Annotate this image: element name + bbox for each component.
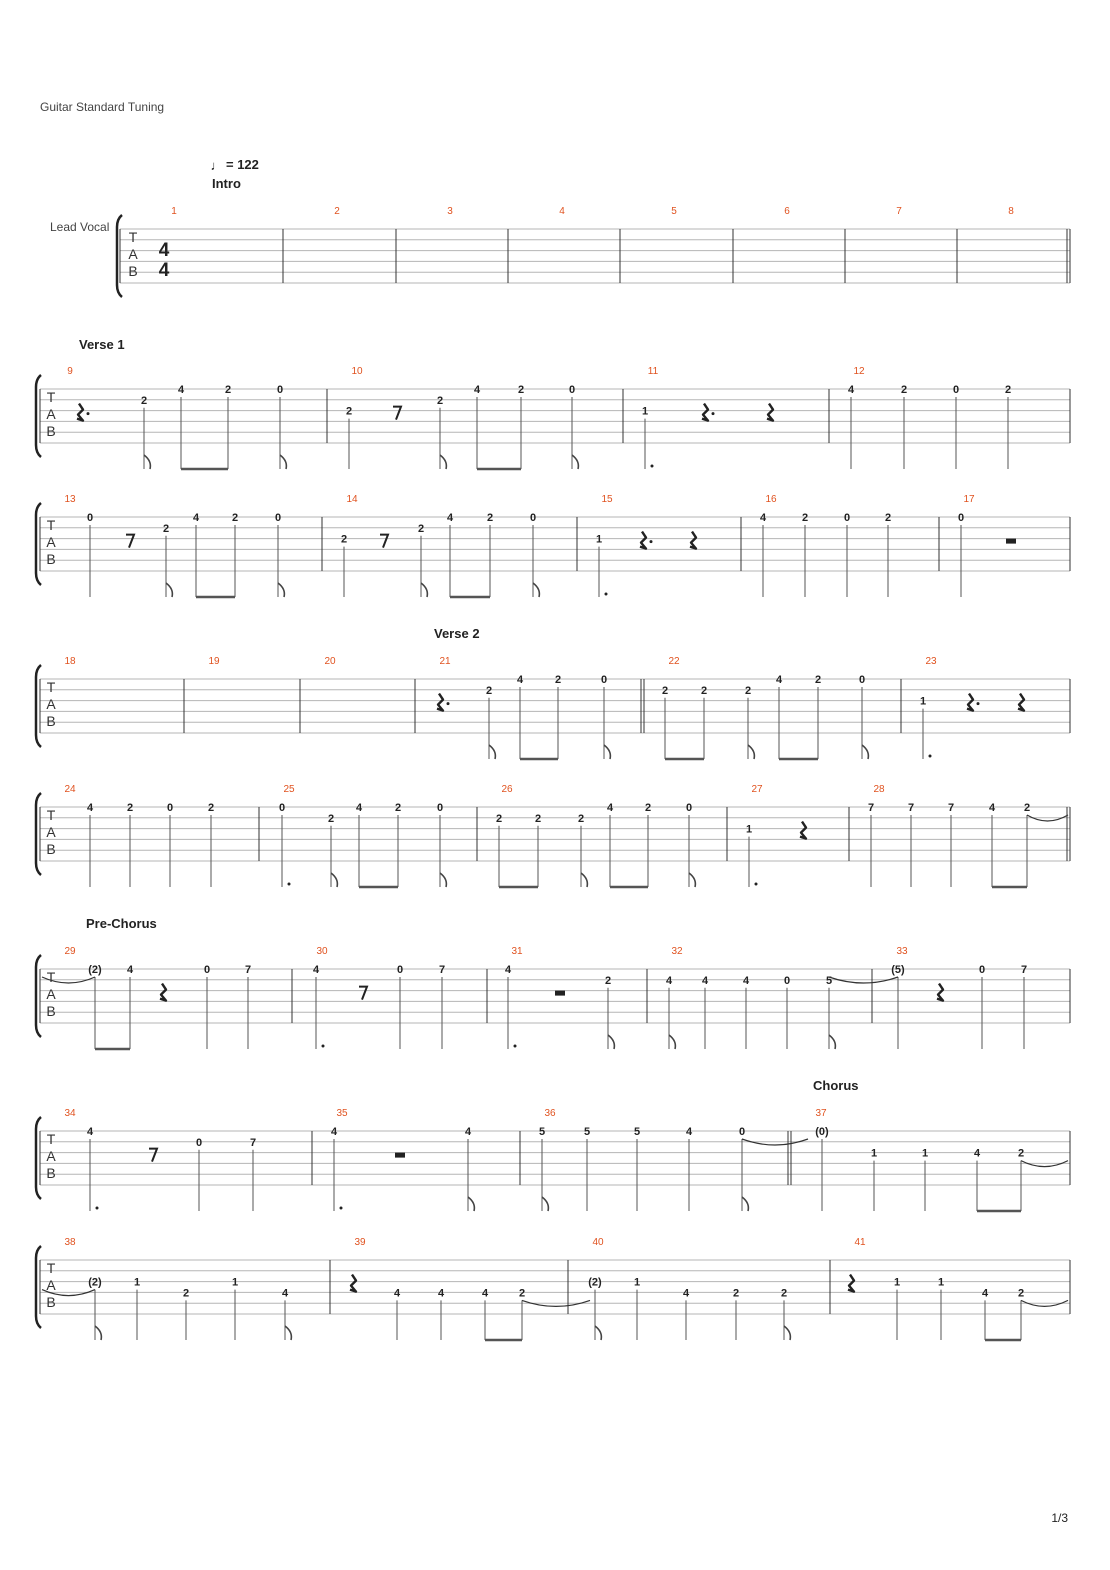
eighth-flag: [829, 1035, 835, 1049]
fret-number: 1: [595, 533, 603, 546]
tab-system: [36, 656, 1070, 747]
fret-number: 0: [203, 964, 211, 976]
fret-number: 7: [947, 802, 955, 814]
section-label: Chorus: [813, 1078, 859, 1093]
fret-number: 0: [858, 674, 866, 686]
bar-number: 1: [171, 206, 177, 217]
fret-number: 4: [393, 1287, 401, 1300]
eighth-flag: [489, 745, 495, 759]
fret-number: 2: [518, 1287, 526, 1300]
eighth-flag: [440, 873, 446, 887]
fret-number: 2: [554, 674, 562, 686]
fret-number: 4: [355, 802, 363, 814]
fret-number: 0: [978, 964, 986, 976]
tab-letter: B: [46, 1003, 56, 1019]
fret-number: 4: [759, 512, 767, 524]
eighth-flag: [604, 745, 610, 759]
time-signature-bottom: 4: [158, 260, 170, 281]
fret-number: 2: [485, 684, 493, 697]
bar-number: 33: [896, 946, 908, 957]
tab-system: [36, 1108, 1070, 1199]
note-dot: [605, 593, 608, 596]
bar-number: 8: [1008, 206, 1014, 217]
tab-letter: A: [46, 986, 56, 1002]
half-rest: [1006, 539, 1016, 544]
bar-number: 19: [208, 656, 220, 667]
bar-number: 31: [511, 946, 523, 957]
bar-number: 30: [316, 946, 328, 957]
eighth-flag: [278, 583, 284, 597]
quarter-rest: [767, 404, 773, 421]
fret-number: 2: [495, 812, 503, 825]
fret-number: (0): [815, 1126, 829, 1138]
fret-number: 7: [867, 802, 875, 814]
bar-number: 14: [346, 494, 358, 505]
fret-number: 2: [814, 674, 822, 686]
fret-number: 1: [745, 823, 753, 836]
fret-number: (2): [88, 1276, 102, 1289]
tab-letter: T: [46, 969, 56, 985]
tab-letter: T: [46, 1260, 56, 1276]
tab-letter: T: [46, 807, 56, 823]
bar-number: 36: [544, 1108, 556, 1119]
fret-number: 0: [738, 1126, 746, 1138]
fret-number: 4: [685, 1126, 693, 1138]
bar-number: 26: [501, 784, 513, 795]
fret-number: 1: [133, 1276, 141, 1289]
quarter-rest: [690, 532, 696, 549]
fret-number: 0: [685, 802, 693, 814]
tab-letter: B: [46, 423, 56, 439]
eighth-flag: [421, 583, 427, 597]
fret-number: 4: [330, 1126, 338, 1138]
tab-system: [36, 1237, 1070, 1328]
fret-number: 4: [973, 1147, 981, 1160]
eighth-rest: [393, 407, 401, 420]
fret-number: 4: [775, 674, 783, 686]
fret-number: 0: [568, 384, 576, 396]
tab-letter: A: [46, 824, 56, 840]
eighth-flag: [542, 1197, 548, 1211]
fret-number: 2: [126, 802, 134, 814]
bar-number: 25: [283, 784, 295, 795]
fret-number: 2: [394, 802, 402, 814]
time-signature-top: 4: [158, 240, 170, 261]
half-rest: [395, 1153, 405, 1158]
fret-number: 0: [783, 974, 791, 987]
note-dot: [651, 465, 654, 468]
tab-system: [117, 206, 1070, 297]
tab-letter: A: [46, 1148, 56, 1164]
fret-number: 1: [893, 1276, 901, 1289]
quarter-rest: [1018, 694, 1024, 711]
fret-number: 1: [921, 1147, 929, 1160]
fret-number: 5: [538, 1126, 546, 1138]
fret-number: 0: [396, 964, 404, 976]
eighth-flag: [748, 745, 754, 759]
fret-number: 4: [665, 974, 673, 987]
eighth-flag: [669, 1035, 675, 1049]
eighth-flag: [144, 455, 150, 469]
bar-number: 34: [64, 1108, 76, 1119]
note-dot: [929, 755, 932, 758]
quarter-rest: [640, 532, 646, 549]
bar-number: 24: [64, 784, 76, 795]
fret-number: 4: [481, 1287, 489, 1300]
bar-number: 29: [64, 946, 76, 957]
fret-number: 4: [312, 964, 320, 976]
fret-number: 4: [473, 384, 481, 396]
fret-number: 2: [327, 812, 335, 825]
quarter-rest: [437, 694, 443, 711]
tuning-label: Guitar Standard Tuning: [40, 100, 165, 114]
bar-number: 22: [668, 656, 680, 667]
fret-number: 2: [417, 522, 425, 535]
tab-letter: A: [46, 1277, 56, 1293]
fret-number: 4: [981, 1287, 989, 1300]
fret-number: 0: [957, 512, 965, 524]
fret-number: 4: [701, 974, 709, 987]
fret-number: 2: [577, 812, 585, 825]
fret-number: 2: [534, 812, 542, 825]
tab-letter: B: [128, 263, 138, 279]
tab-letter: B: [46, 713, 56, 729]
bar-number: 6: [784, 206, 790, 217]
section-label: Intro: [212, 176, 241, 191]
page-number: 1/3: [1051, 1511, 1068, 1525]
tab-letter: B: [46, 1294, 56, 1310]
bar-number: 32: [671, 946, 683, 957]
bar-number: 15: [601, 494, 613, 505]
eighth-flag: [440, 455, 446, 469]
bar-number: 16: [765, 494, 777, 505]
fret-number: 0: [274, 512, 282, 524]
eighth-flag: [572, 455, 578, 469]
quarter-rest: [77, 404, 83, 421]
bar-number: 9: [67, 366, 73, 377]
fret-number: 4: [126, 964, 134, 976]
bar-number: 2: [334, 206, 340, 217]
eighth-flag: [689, 873, 695, 887]
fret-number: 4: [847, 384, 855, 396]
fret-number: 7: [249, 1136, 257, 1149]
fret-number: 1: [937, 1276, 945, 1289]
fret-number: 4: [988, 802, 996, 814]
fret-number: 2: [732, 1287, 740, 1300]
bar-number: 17: [963, 494, 975, 505]
eighth-flag: [166, 583, 172, 597]
eighth-flag: [533, 583, 539, 597]
bar-number: 39: [354, 1237, 366, 1248]
bar-number: 35: [336, 1108, 348, 1119]
fret-number: 0: [600, 674, 608, 686]
section-label: Verse 2: [434, 626, 480, 641]
eighth-rest: [380, 535, 388, 548]
fret-number: 7: [244, 964, 252, 976]
fret-number: 7: [907, 802, 915, 814]
fret-number: 4: [192, 512, 200, 524]
fret-number: 0: [529, 512, 537, 524]
eighth-rest: [126, 535, 134, 548]
note-dot: [755, 883, 758, 886]
tab-letter: T: [46, 517, 56, 533]
quarter-rest: [937, 984, 943, 1001]
eighth-rest: [149, 1149, 157, 1162]
bar-number: 37: [815, 1108, 827, 1119]
fret-number: 0: [278, 802, 286, 814]
eighth-flag: [331, 873, 337, 887]
fret-number: 2: [644, 802, 652, 814]
fret-number: 1: [641, 405, 649, 418]
tab-letter: T: [46, 389, 56, 405]
fret-number: 4: [86, 1126, 94, 1138]
note-dot: [340, 1207, 343, 1210]
fret-number: 2: [182, 1287, 190, 1300]
fret-number: 7: [1020, 964, 1028, 976]
tab-system: [36, 494, 1070, 585]
tab-letter: A: [128, 246, 138, 262]
fret-number: 4: [682, 1287, 690, 1300]
tempo-marking: = 122: [226, 157, 259, 172]
fret-number: 2: [231, 512, 239, 524]
fret-number: 4: [86, 802, 94, 814]
fret-number: 4: [504, 964, 512, 976]
bar-number: 20: [324, 656, 336, 667]
fret-number: 5: [633, 1126, 641, 1138]
fret-number: 4: [464, 1126, 472, 1138]
rest-dot: [977, 702, 980, 705]
fret-number: 1: [870, 1147, 878, 1160]
fret-number: 0: [166, 802, 174, 814]
fret-number: 1: [231, 1276, 239, 1289]
fret-number: 0: [952, 384, 960, 396]
tab-letter: B: [46, 841, 56, 857]
fret-number: (2): [88, 964, 102, 976]
rest-dot: [87, 412, 90, 415]
eighth-flag: [608, 1035, 614, 1049]
eighth-flag: [280, 455, 286, 469]
fret-number: 2: [1023, 802, 1031, 814]
bar-number: 11: [647, 366, 659, 377]
tab-letter: T: [128, 229, 138, 245]
fret-number: 5: [825, 974, 833, 987]
tab-letter: T: [46, 679, 56, 695]
bar-number: 21: [439, 656, 451, 667]
fret-number: 2: [486, 512, 494, 524]
bar-number: 10: [351, 366, 363, 377]
bar-number: 3: [447, 206, 453, 217]
eighth-flag: [468, 1197, 474, 1211]
fret-number: 2: [604, 974, 612, 987]
fret-number: 0: [436, 802, 444, 814]
note-dot: [322, 1045, 325, 1048]
note-dot: [96, 1207, 99, 1210]
bar-number: 7: [896, 206, 902, 217]
fret-number: 5: [583, 1126, 591, 1138]
eighth-flag: [862, 745, 868, 759]
fret-number: 2: [162, 522, 170, 535]
tab-letter: B: [46, 1165, 56, 1181]
bar-number: 38: [64, 1237, 76, 1248]
fret-number: 2: [1017, 1147, 1025, 1160]
fret-number: 2: [801, 512, 809, 524]
fret-number: 2: [744, 684, 752, 697]
eighth-rest: [359, 987, 367, 1000]
tab-system: [36, 366, 1070, 457]
fret-number: 2: [340, 533, 348, 546]
bar-number: 12: [853, 366, 865, 377]
eighth-flag: [784, 1326, 790, 1340]
fret-number: 2: [207, 802, 215, 814]
bar-number: 23: [925, 656, 937, 667]
tab-letter: A: [46, 406, 56, 422]
track-name: Lead Vocal: [50, 220, 110, 234]
fret-number: 2: [900, 384, 908, 396]
bar-number: 4: [559, 206, 565, 217]
fret-number: 2: [1017, 1287, 1025, 1300]
quarter-rest: [848, 1275, 854, 1292]
bar-number: 41: [854, 1237, 866, 1248]
fret-number: 2: [517, 384, 525, 396]
fret-number: (5): [891, 964, 905, 976]
section-label: Pre-Chorus: [86, 916, 157, 931]
fret-number: 4: [606, 802, 614, 814]
fret-number: 2: [700, 684, 708, 697]
fret-number: 0: [86, 512, 94, 524]
bar-number: 5: [671, 206, 677, 217]
fret-number: (2): [588, 1276, 602, 1289]
fret-number: 1: [919, 695, 927, 708]
eighth-flag: [595, 1326, 601, 1340]
tab-system: [36, 946, 1070, 1037]
fret-number: 0: [843, 512, 851, 524]
rest-dot: [712, 412, 715, 415]
fret-number: 4: [516, 674, 524, 686]
fret-number: 2: [1004, 384, 1012, 396]
bar-number: 40: [592, 1237, 604, 1248]
fret-number: 2: [224, 384, 232, 396]
rest-dot: [650, 540, 653, 543]
bar-number: 28: [873, 784, 885, 795]
fret-number: 2: [884, 512, 892, 524]
fret-number: 2: [436, 394, 444, 407]
fret-number: 0: [195, 1136, 203, 1149]
rest-dot: [447, 702, 450, 705]
half-rest: [555, 991, 565, 996]
fret-number: 4: [742, 974, 750, 987]
eighth-flag: [95, 1326, 101, 1340]
note-dot: [514, 1045, 517, 1048]
eighth-flag: [285, 1326, 291, 1340]
bar-number: 27: [751, 784, 763, 795]
fret-number: 1: [633, 1276, 641, 1289]
eighth-flag: [742, 1197, 748, 1211]
tab-letter: A: [46, 534, 56, 550]
fret-number: 4: [446, 512, 454, 524]
tab-letter: A: [46, 696, 56, 712]
eighth-flag: [581, 873, 587, 887]
fret-number: 4: [437, 1287, 445, 1300]
tempo-note-icon: ♩: [210, 158, 224, 173]
fret-number: 4: [281, 1287, 289, 1300]
fret-number: 2: [661, 684, 669, 697]
bar-number: 18: [64, 656, 76, 667]
fret-number: 7: [438, 964, 446, 976]
section-label: Verse 1: [79, 337, 125, 352]
note-dot: [288, 883, 291, 886]
fret-number: 4: [177, 384, 185, 396]
tab-letter: B: [46, 551, 56, 567]
tab-letter: T: [46, 1131, 56, 1147]
tab-system: [36, 784, 1070, 875]
fret-number: 2: [780, 1287, 788, 1300]
quarter-rest: [160, 984, 166, 1001]
quarter-rest: [800, 822, 806, 839]
fret-number: 2: [140, 394, 148, 407]
fret-number: 2: [345, 405, 353, 418]
bar-number: 13: [64, 494, 76, 505]
quarter-rest: [967, 694, 973, 711]
quarter-rest: [702, 404, 708, 421]
quarter-rest: [350, 1275, 356, 1292]
fret-number: 0: [276, 384, 284, 396]
